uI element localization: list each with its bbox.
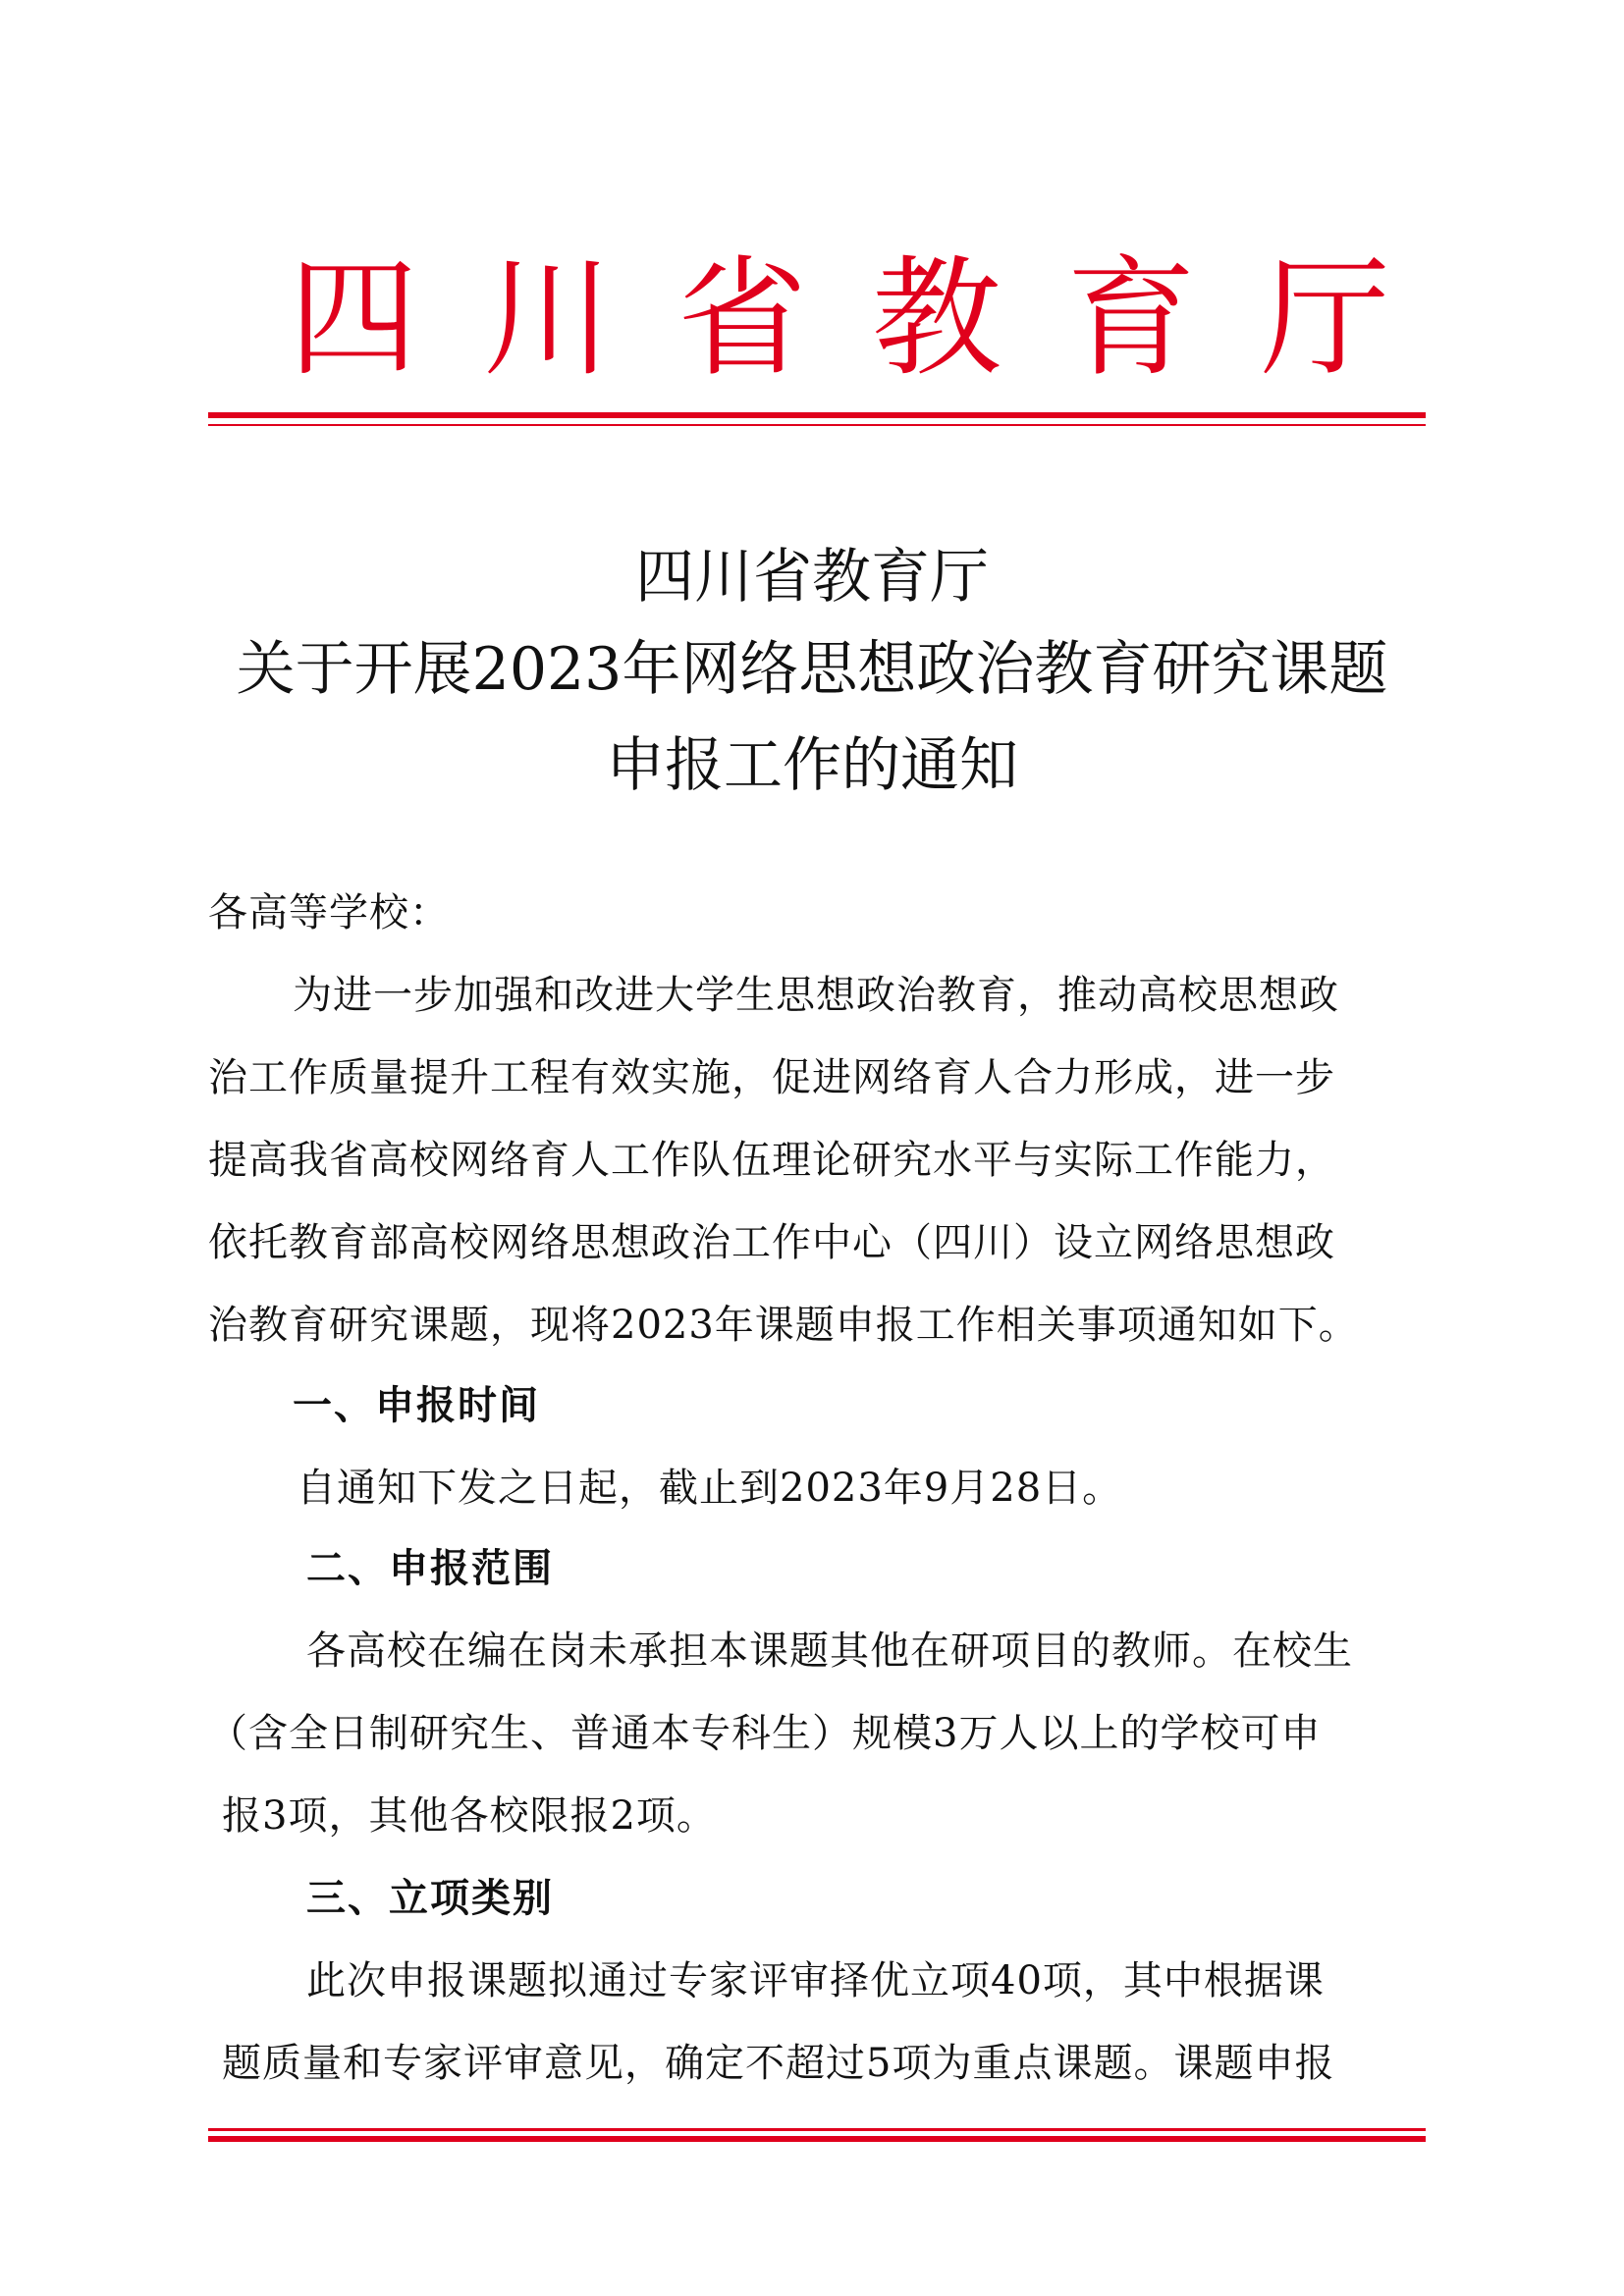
- letterhead-char: 育: [1066, 243, 1196, 395]
- doc-title-line-3: 申报工作的通知: [606, 731, 1018, 800]
- letterhead-char: 四: [289, 243, 418, 395]
- letterhead-char: 省: [677, 243, 807, 395]
- section-line: 报3项，其他各校限报2项。: [222, 1793, 717, 1839]
- intro-line: 为进一步加强和改进大学生思想政治教育，推动高校思想政: [293, 973, 1339, 1018]
- document-body: [208, 0, 1426, 2296]
- footer-rule-thick: [208, 2136, 1426, 2142]
- doc-title-line-2: 关于开展2023年网络思想政治教育研究课题: [236, 635, 1388, 704]
- footer-rule-thin: [208, 2128, 1426, 2131]
- intro-line: 治工作质量提升工程有效实施，促进网络育人合力形成，进一步: [208, 1055, 1335, 1100]
- intro-line: 治教育研究课题，现将2023年课题申报工作相关事项通知如下。: [208, 1303, 1359, 1348]
- section-line: （含全日制研究生、普通本专科生）规模3万人以上的学校可申: [208, 1711, 1322, 1756]
- section-heading: 一、申报时间: [293, 1383, 540, 1428]
- section-line: 此次申报课题拟通过专家评审择优立项40项，其中根据课: [306, 1958, 1325, 2003]
- section-heading: 二、申报范围: [306, 1546, 554, 1591]
- intro-line: 依托教育部高校网络思想政治工作中心（四川）设立网络思想政: [208, 1220, 1335, 1265]
- doc-title-line-1: 四川省教育厅: [635, 543, 989, 612]
- intro-line: 提高我省高校网络育人工作队伍理论研究水平与实际工作能力，: [208, 1138, 1335, 1183]
- letterhead-char: 教: [872, 243, 1001, 395]
- section-heading: 三、立项类别: [306, 1876, 554, 1921]
- letterhead-char: 川: [483, 243, 613, 395]
- letterhead-char: 厅: [1261, 243, 1390, 395]
- section-line: 自通知下发之日起，截止到2023年9月28日。: [297, 1466, 1123, 1511]
- section-line: 各高校在编在岗未承担本课题其他在研项目的教师。在校生: [306, 1629, 1353, 1674]
- section-line: 题质量和专家评审意见，确定不超过5项为重点课题。课题申报: [222, 2041, 1335, 2086]
- salutation: 各高等学校：: [208, 890, 450, 935]
